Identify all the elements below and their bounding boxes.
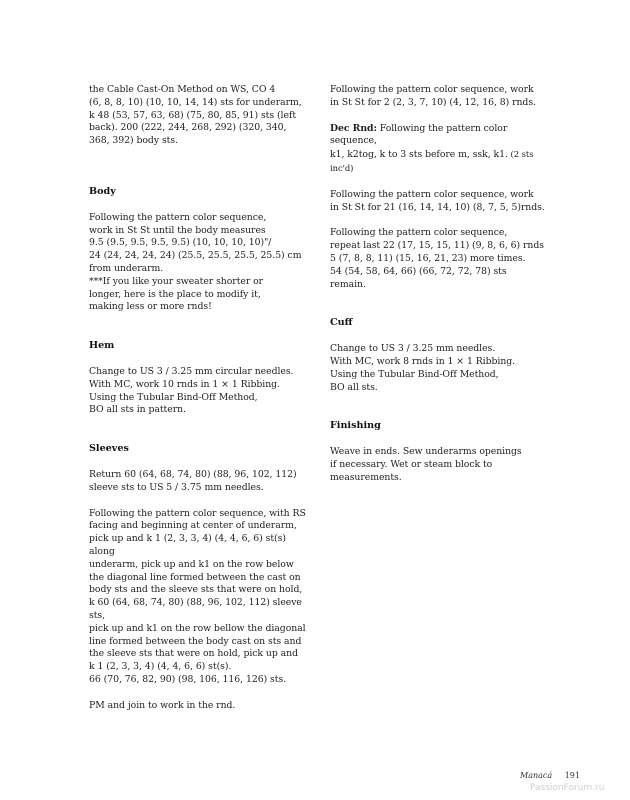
hem-heading: Hem [89, 340, 115, 352]
page-number: 191 [564, 771, 580, 780]
dec-rnd-note: (2 sts inc'd) [330, 149, 534, 173]
dec-rnd-paragraph [330, 123, 555, 176]
cuff-paragraph: Change to US 3 / 3.25 mm needles. With MC, work 8 rnds in 1 × 1 Ribbing. Using the Tubular Bind-Off Method, BO all sts. [330, 343, 516, 393]
body-heading: Body [89, 185, 116, 197]
repeat-paragraph: Following the pattern color sequence, repeat last 22 (17, 15, 15, 11) (9, 8, 6, 6) rnds 5 (7, 8, 8, 11) (15, 16, 21, 23) more times. 54 (54, 58, 64, 66) (66, 72, 72, 78) sts remain. [330, 227, 544, 290]
dec-rnd-label: Dec Rnd: [330, 122, 377, 134]
intro-paragraph: the Cable Cast-On Method on WS, CO 4 (6, 8, 8, 10) (10, 10, 14, 14) sts for underarm, k 48 (53, 57, 63, 68) (75, 80, 85, 91) sts (left back). 200 (222, 244, 268, 292) (320, 340, 368, 392) body sts. [89, 84, 302, 147]
sleeves-heading: Sleeves [89, 443, 129, 455]
right-column [330, 84, 555, 485]
finishing-paragraph: Weave in ends. Sew underarms openings if necessary. Wet or steam block to measurements. [330, 446, 522, 483]
hem-paragraph: Change to US 3 / 3.25 mm circular needles. With MC, work 10 rnds in 1 × 1 Ribbing. Using the Tubular Bind-Off Method, BO all sts in pattern. [89, 365, 294, 416]
cuff-heading: Cuff [330, 317, 353, 329]
sleeves-paragraph-3: PM and join to work in the rnd. [89, 699, 236, 711]
body-paragraph: Following the pattern color sequence, work in St St until the body measures 9.5 (9.5, 9.5, 9.5, 9.5) (10, 10, 10, 10)"/ 24 (24, 24, 24, 24) (25.5, 25.5, 25.5, 25.5) cm from underarm. ***If you like your sweater shorter or longer, here is the place to modify it, making less or more rnds! [89, 211, 302, 313]
pattern-name: Manacá [520, 771, 553, 780]
st-st-paragraph: Following the pattern color sequence, work in St St for 2 (2, 3, 7, 10) (4, 12, 16, 8) rnds. [330, 84, 536, 108]
sleeves-paragraph-1: Return 60 (64, 68, 74, 80) (88, 96, 102, 112) sleeve sts to US 5 / 3.75 mm needles. [89, 468, 297, 493]
watermark-text: PassionForum.ru [530, 783, 605, 793]
sleeves-paragraph-2: Following the pattern color sequence, with RS facing and beginning at center of underarm, pick up and k 1 (2, 3, 3, 4) (4, 4, 6, 6) st(s) along underarm, pick up and k1 on the row below the diagonal line formed between the cast on body sts and the sleeve sts that were on hold, k 60 (64, 68, 74, 80) (88, 96, 102, 112) sleeve sts, pick up and k1 on the row bellow the diagonal line formed between the body cast on sts and the sleeve sts that were on hold, pick up and k 1 (2, 3, 3, 4) (4, 4, 6, 6) st(s). 66 (70, 76, 82, 90) (98, 106, 116, 126) sts. [89, 507, 306, 685]
dec-rnd-text: Following the pattern color sequence, k1, k2tog, k to 3 sts before m, ssk, k1. [330, 122, 508, 161]
finishing-heading: Finishing [330, 420, 381, 432]
st-st-paragraph-2: Following the pattern color sequence, work in St St for 21 (16, 14, 14, 10) (8, 7, 5, 5)rnds. [330, 188, 545, 213]
page-footer [520, 771, 580, 780]
left-column [89, 84, 314, 712]
